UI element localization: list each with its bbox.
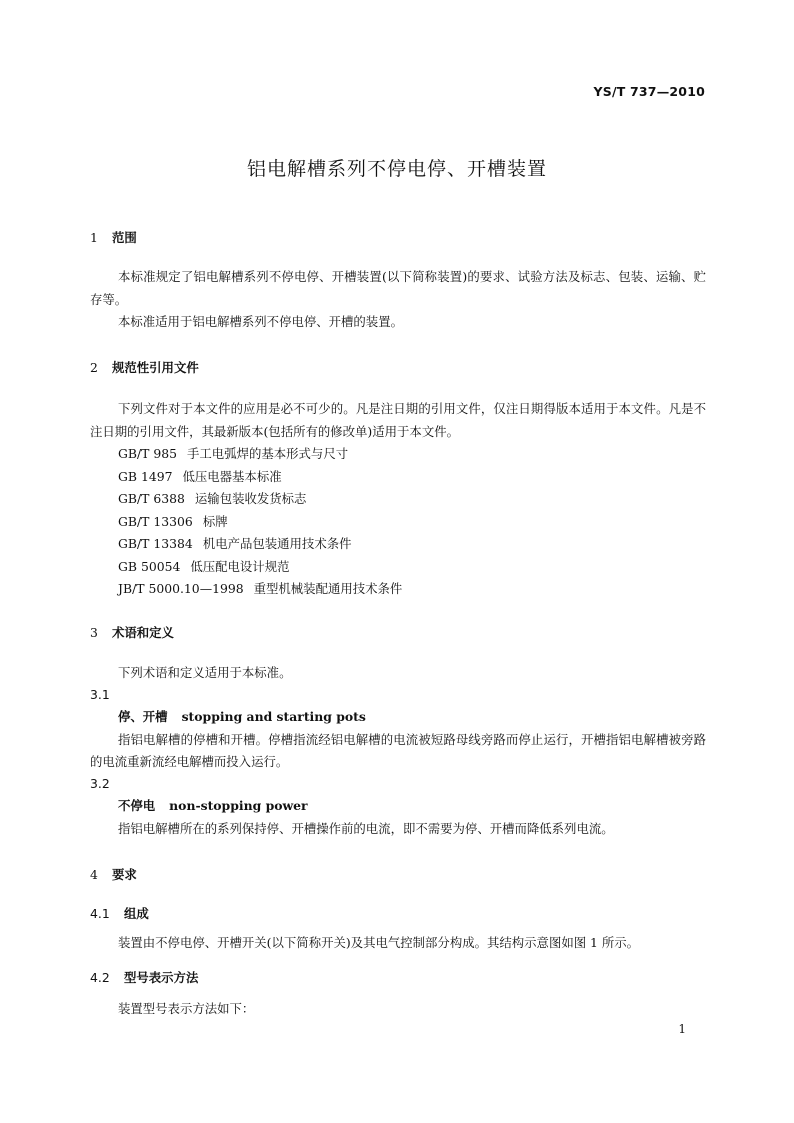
paragraph: 下列术语和定义适用于本标准。 xyxy=(118,665,292,680)
reference-title: 重型机械装配通用技术条件 xyxy=(253,581,403,596)
term-en: non-stopping power xyxy=(169,798,308,813)
section-title: 术语和定义 xyxy=(112,625,174,640)
term-zh: 停、开槽 xyxy=(118,709,168,724)
reference-item xyxy=(90,533,706,556)
subsection-number: 4.2 xyxy=(90,970,110,985)
page-number: 1 xyxy=(678,1022,686,1036)
reference-code: GB/T 13306 xyxy=(118,513,193,529)
paragraph: 本标准适用于铝电解槽系列不停电停、开槽的装置。 xyxy=(118,314,403,329)
term-entry xyxy=(90,795,706,818)
term-3-1-number: 3.1 xyxy=(90,687,110,702)
section-2-heading xyxy=(90,358,199,376)
term-3-2-number: 3.2 xyxy=(90,776,110,791)
reference-code: GB 50054 xyxy=(118,558,181,574)
section-4-heading xyxy=(90,865,137,883)
section-4-1-heading xyxy=(90,904,149,922)
reference-title: 手工电弧焊的基本形式与尺寸 xyxy=(187,446,349,461)
reference-code: GB/T 985 xyxy=(118,446,178,461)
section-title: 范围 xyxy=(112,230,137,245)
reference-title: 低压电器基本标准 xyxy=(182,468,282,484)
reference-code: GB/T 13384 xyxy=(118,536,193,551)
paragraph: 装置型号表示方法如下： xyxy=(118,1001,255,1016)
reference-code: GB/T 6388 xyxy=(118,491,185,506)
section-4-2-body xyxy=(90,998,706,1021)
term-definition: 指铝电解槽所在的系列保持停、开槽操作前的电流，即不需要为停、开槽而降低系列电流。 xyxy=(118,820,614,836)
section-1-body xyxy=(90,266,706,334)
reference-item xyxy=(90,578,706,601)
term-definition: 指铝电解槽的停槽和开槽。停槽指流经铝电解槽的电流被短路母线旁路而停止运行，开槽指铝电解槽被旁路的电流重新流经电解槽而投入运行。 xyxy=(90,731,706,769)
reference-item xyxy=(90,466,706,489)
paragraph: 下列文件对于本文件的应用是必不可少的。凡是注日期的引用文件，仅注日期得版本适用于本文件。凡是不注日期的引用文件，其最新版本(包括所有的修改单)适用于本文件。 xyxy=(90,401,706,439)
reference-title: 运输包装收发货标志 xyxy=(194,491,307,506)
section-3-heading xyxy=(90,623,174,641)
term-en: stopping and starting pots xyxy=(181,709,366,724)
reference-title: 标牌 xyxy=(202,513,228,529)
section-number: 2 xyxy=(90,360,98,375)
section-title: 要求 xyxy=(112,867,137,882)
reference-title: 机电产品包装通用技术条件 xyxy=(202,536,352,551)
section-4-2-heading xyxy=(90,968,198,986)
term-3-1 xyxy=(90,706,706,774)
reference-code: GB 1497 xyxy=(118,468,173,484)
paragraph: 本标准规定了铝电解槽系列不停电停、开槽装置(以下简称装置)的要求、试验方法及标志、包装、运输、贮存等。 xyxy=(90,269,706,307)
section-3-intro xyxy=(90,662,706,685)
section-number: 3 xyxy=(90,625,98,640)
subsection-title: 型号表示方法 xyxy=(124,970,199,985)
reference-code: JB/T 5000.10—1998 xyxy=(118,581,244,596)
paragraph: 装置由不停电停、开槽开关(以下简称开关)及其电气控制部分构成。其结构示意图如图 1 所示。 xyxy=(118,935,640,950)
section-2-body xyxy=(90,398,706,601)
section-title: 规范性引用文件 xyxy=(112,360,199,375)
section-4-1-body xyxy=(90,932,706,955)
term-3-2 xyxy=(90,795,706,840)
subsection-title: 组成 xyxy=(124,906,149,921)
standard-code: YS/T 737—2010 xyxy=(593,84,705,99)
reference-item xyxy=(90,443,706,466)
section-number: 4 xyxy=(90,867,98,882)
subsection-number: 4.1 xyxy=(90,906,110,921)
reference-item xyxy=(90,511,706,534)
reference-title: 低压配电设计规范 xyxy=(190,558,290,574)
reference-item xyxy=(90,556,706,579)
section-number: 1 xyxy=(90,230,98,245)
term-zh: 不停电 xyxy=(118,798,156,813)
reference-item xyxy=(90,488,706,511)
section-1-heading xyxy=(90,228,137,246)
document-title: 铝电解槽系列不停电停、开槽装置 xyxy=(246,158,547,180)
term-entry xyxy=(90,706,706,729)
